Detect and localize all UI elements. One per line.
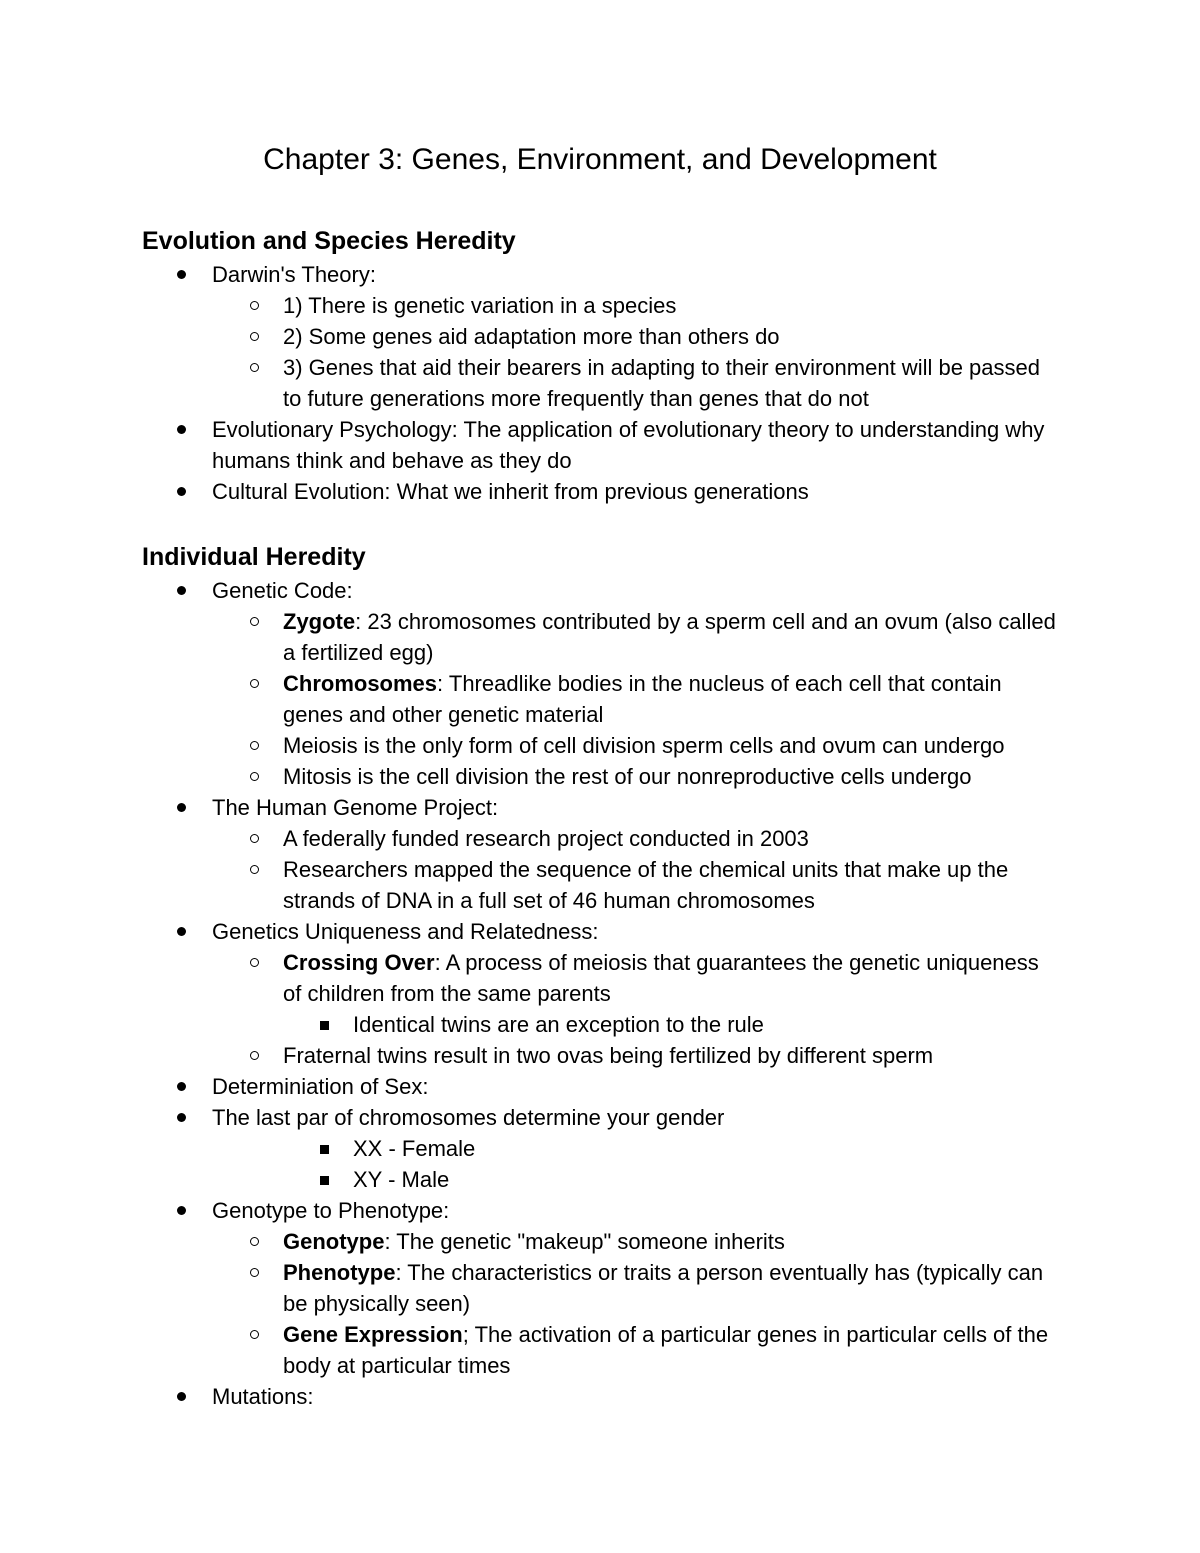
disc-bullet-icon [177, 586, 186, 595]
item-body: 2) Some genes aid adaptation more than others do [283, 324, 780, 349]
disc-bullet-icon [177, 1392, 186, 1401]
item-body: Evolutionary Psychology: The application of evolutionary theory to understanding why humans think and behave as they do [212, 417, 1045, 473]
disc-bullet-icon [177, 1206, 186, 1215]
list-item-text [353, 1009, 1073, 1040]
list-item-text [283, 1257, 1063, 1319]
circle-thin-bullet-icon [250, 865, 259, 874]
list-item-text [283, 321, 1063, 352]
item-body: Researchers mapped the sequence of the chemical units that make up the strands of DNA in a full set of 46 human chromosomes [283, 857, 1009, 913]
term-label: Genotype [283, 1229, 385, 1254]
circle-bullet-icon [250, 363, 259, 372]
page-title: Chapter 3: Genes, Environment, and Development [263, 143, 937, 176]
list-item-text [283, 668, 1063, 730]
list-item-text [283, 1319, 1063, 1381]
item-body: Genetics Uniqueness and Relatedness: [212, 919, 599, 944]
list-item [0, 1102, 1200, 1133]
disc-bullet-icon [177, 425, 186, 434]
list-item [0, 916, 1200, 947]
section-heading-evolution: Evolution and Species Heredity [142, 227, 516, 255]
list-item-text [212, 259, 1062, 290]
item-body: Cultural Evolution: What we inherit from previous generations [212, 479, 809, 504]
list-item-text [212, 792, 1062, 823]
item-body: Mitosis is the cell division the rest of our nonreproductive cells undergo [283, 764, 972, 789]
list-item [0, 1257, 1200, 1319]
square-bullet-icon [320, 1145, 329, 1154]
list-item-text [212, 1381, 1062, 1412]
disc-bullet-icon [177, 1113, 186, 1122]
term-label: Crossing Over [283, 950, 435, 975]
item-body: : Threadlike bodies in the nucleus of each cell that contain genes and other genetic material [283, 671, 1002, 727]
list-item-text [353, 1133, 1073, 1164]
list-item [0, 1381, 1200, 1412]
list-item [0, 1009, 1200, 1040]
list-item-text [283, 823, 1063, 854]
item-body: ; The activation of a particular genes in particular cells of the body at particular times [283, 1322, 1049, 1378]
disc-bullet-icon [177, 803, 186, 812]
list-item [0, 1226, 1200, 1257]
circle-thin-bullet-icon [250, 617, 259, 626]
item-body: XY - Male [353, 1167, 450, 1192]
item-body: Meiosis is the only form of cell division sperm cells and ovum can undergo [283, 733, 1005, 758]
list-item [0, 476, 1200, 507]
term-label: Zygote [283, 609, 356, 634]
list-item-text [283, 606, 1063, 668]
disc-bullet-icon [177, 1082, 186, 1091]
list-item-text [283, 854, 1063, 916]
section-list-individual-heredity [0, 575, 1200, 1412]
list-item [0, 730, 1200, 761]
list-item-text [212, 916, 1062, 947]
item-body: Determiniation of Sex: [212, 1074, 429, 1099]
list-item-text [212, 1195, 1062, 1226]
list-item [0, 321, 1200, 352]
item-body: Mutations: [212, 1384, 314, 1409]
item-body: : A process of meiosis that guarantees the genetic uniqueness of children from the same parents [283, 950, 1039, 1006]
list-item [0, 854, 1200, 916]
disc-bullet-icon [177, 927, 186, 936]
list-item [0, 947, 1200, 1009]
term-label: Gene Expression [283, 1322, 463, 1347]
item-body: Identical twins are an exception to the rule [353, 1012, 764, 1037]
section-list-evolution [0, 259, 1200, 507]
item-body: : 23 chromosomes contributed by a sperm cell and an ovum (also called a fertilized egg) [283, 609, 1056, 665]
list-item [0, 606, 1200, 668]
list-item [0, 414, 1200, 476]
list-item-text [283, 730, 1063, 761]
list-item-text [212, 575, 1062, 606]
item-body: : The characteristics or traits a person eventually has (typically can be physically seen) [283, 1260, 1044, 1316]
item-body: Darwin's Theory: [212, 262, 376, 287]
list-item [0, 792, 1200, 823]
circle-bullet-icon [250, 332, 259, 341]
list-item-text [283, 761, 1063, 792]
list-item [0, 1071, 1200, 1102]
list-item-text [283, 947, 1063, 1009]
list-item [0, 575, 1200, 606]
item-body: Fraternal twins result in two ovas being fertilized by different sperm [283, 1043, 934, 1068]
list-item [0, 823, 1200, 854]
list-item [0, 259, 1200, 290]
list-item [0, 1133, 1200, 1164]
list-item-text [353, 1164, 1073, 1195]
term-label: Chromosomes [283, 671, 438, 696]
circle-thin-bullet-icon [250, 1268, 259, 1277]
list-item [0, 1040, 1200, 1071]
list-item [0, 1164, 1200, 1195]
list-item [0, 1195, 1200, 1226]
list-item [0, 352, 1200, 414]
circle-thin-bullet-icon [250, 1051, 259, 1060]
list-item [0, 668, 1200, 730]
list-item-text [283, 1226, 1063, 1257]
square-bullet-icon [320, 1176, 329, 1185]
circle-thin-bullet-icon [250, 679, 259, 688]
item-body: The Human Genome Project: [212, 795, 499, 820]
list-item [0, 761, 1200, 792]
item-body: XX - Female [353, 1136, 476, 1161]
list-item-text [212, 1102, 1062, 1133]
circle-thin-bullet-icon [250, 958, 259, 967]
list-item-text [283, 1040, 1063, 1071]
circle-thin-bullet-icon [250, 834, 259, 843]
list-item-text [283, 352, 1063, 414]
disc-bullet-icon [177, 270, 186, 279]
item-body: 3) Genes that aid their bearers in adapting to their environment will be passed to future generations more frequently than genes that do not [283, 355, 1040, 411]
circle-thin-bullet-icon [250, 772, 259, 781]
circle-thin-bullet-icon [250, 741, 259, 750]
term-label: Phenotype [283, 1260, 396, 1285]
item-body: 1) There is genetic variation in a species [283, 293, 677, 318]
list-item-text [212, 1071, 1062, 1102]
item-body: Genetic Code: [212, 578, 353, 603]
circle-thin-bullet-icon [250, 1237, 259, 1246]
disc-bullet-icon [177, 487, 186, 496]
circle-bullet-icon [250, 301, 259, 310]
list-item [0, 1319, 1200, 1381]
item-body: : The genetic "makeup" someone inherits [384, 1229, 785, 1254]
circle-thin-bullet-icon [250, 1330, 259, 1339]
item-body: Genotype to Phenotype: [212, 1198, 450, 1223]
list-item-text [283, 290, 1063, 321]
square-bullet-icon [320, 1021, 329, 1030]
list-item [0, 290, 1200, 321]
section-heading-individual-heredity: Individual Heredity [142, 543, 366, 571]
item-body: The last par of chromosomes determine your gender [212, 1105, 725, 1130]
list-item-text [212, 414, 1062, 476]
list-item-text [212, 476, 1062, 507]
item-body: A federally funded research project conducted in 2003 [283, 826, 809, 851]
